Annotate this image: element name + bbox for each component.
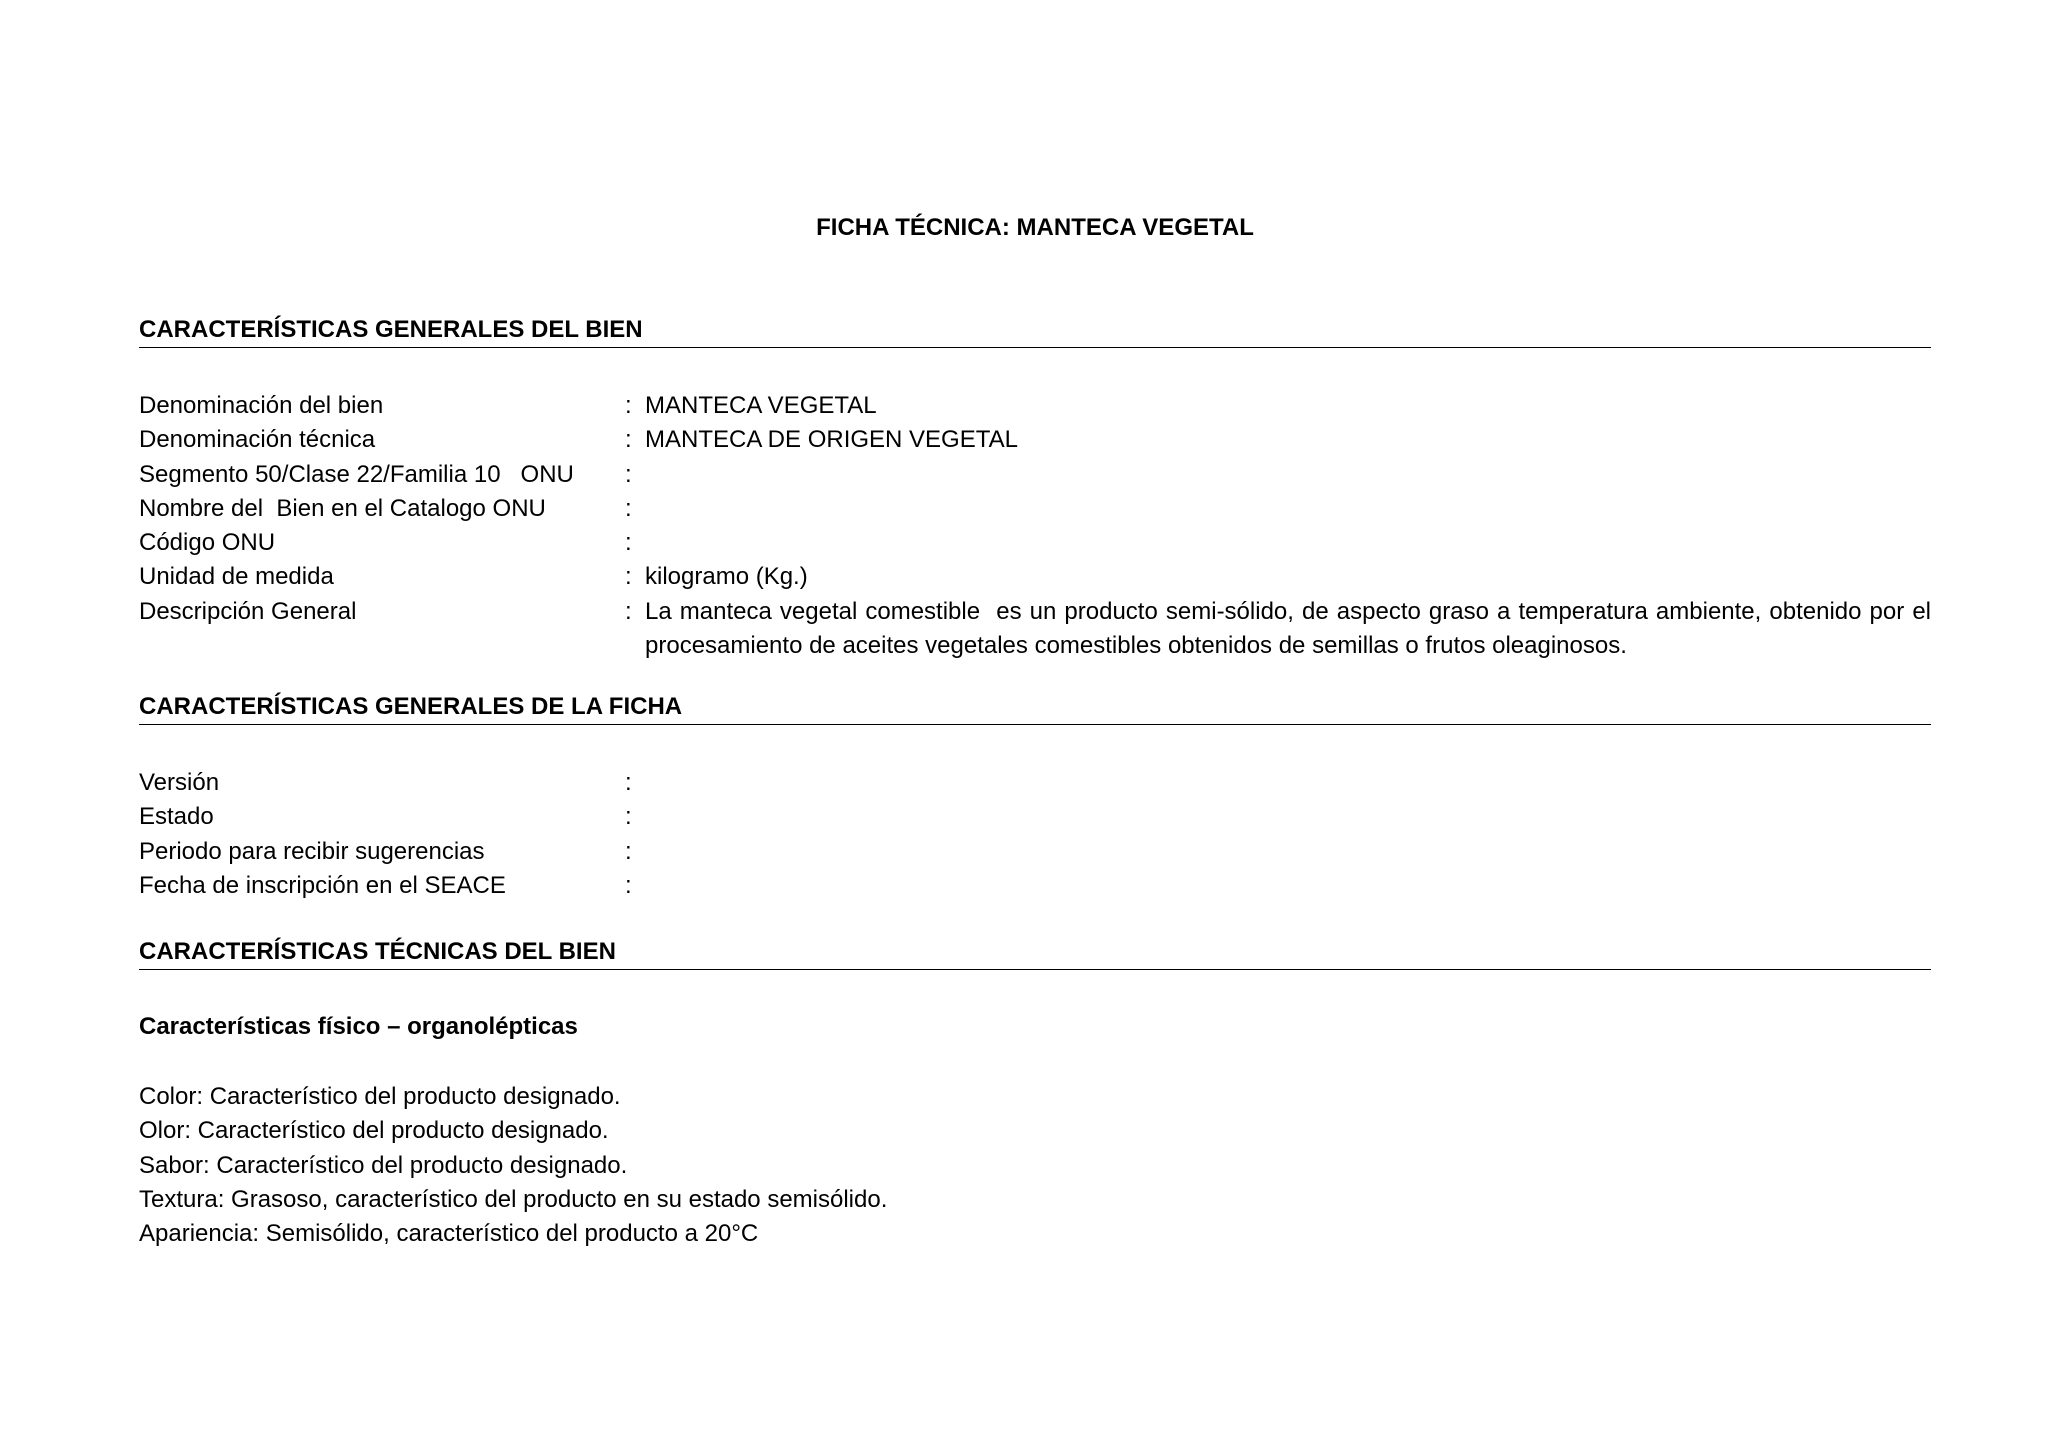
general-ficha-fields [139,766,1931,903]
field-row-codigo-onu [139,526,1931,560]
field-colon: : [625,871,632,899]
spec-line-apariencia: Apariencia: Semisólido, característico del producto a 20°C [139,1220,759,1248]
field-label: Código ONU [139,529,276,557]
document-title: FICHA TÉCNICA: MANTECA VEGETAL [816,214,1254,241]
field-row-estado [139,800,1931,834]
field-row-denominacion-tecnica [139,423,1931,457]
field-colon: : [625,803,632,831]
field-row-descripcion-general [139,595,1938,664]
spec-line-color: Color: Característico del producto designado. [139,1083,621,1110]
general-bien-fields [139,389,1938,663]
field-value: MANTECA DE ORIGEN VEGETAL [645,426,1018,454]
spec-line-sabor: Sabor: Característico del producto designado. [139,1151,628,1179]
field-row-segmento-onu [139,458,1931,492]
spec-list [139,1080,887,1251]
document-page [139,0,1938,1447]
field-colon: : [625,563,632,591]
field-label: Versión [139,769,220,796]
field-value: kilogramo (Kg.) [645,563,808,591]
field-row-unidad-medida [139,560,1931,594]
field-value: La manteca vegetal comestible es un producto semi-sólido, de aspecto graso a temperatura ambiente, obtenido por el procesamiento de aceites vegetales comestibles obtenidos de semillas o frutos oleaginosos. [645,597,1938,660]
section-heading-tecnicas-bien: CARACTERÍSTICAS TÉCNICAS DEL BIEN [139,937,1931,970]
field-colon: : [625,529,632,557]
field-row-version [139,766,1931,800]
field-label: Estado [139,803,214,831]
spec-line-olor: Olor: Característico del producto designado. [139,1117,609,1145]
field-colon: : [625,769,632,796]
subheading-fisico-organolepticas: Características físico – organolépticas [139,1013,578,1040]
field-label: Denominación técnica [139,426,376,454]
field-label: Segmento 50/Clase 22/Familia 10 ONU [139,460,574,488]
spec-line-textura: Textura: Grasoso, característico del producto en su estado semisólido. [139,1185,888,1213]
field-colon: : [625,837,632,865]
field-colon: : [625,426,632,454]
field-colon: : [625,392,632,419]
field-row-fecha-inscripcion [139,869,1931,903]
section-heading-general-ficha: CARACTERÍSTICAS GENERALES DE LA FICHA [139,692,1931,725]
field-colon: : [625,494,632,522]
field-label: Unidad de medida [139,563,334,591]
field-label: Periodo para recibir sugerencias [139,837,485,865]
field-label: Denominación del bien [139,392,384,419]
field-colon: : [625,597,632,625]
section-heading-general-bien: CARACTERÍSTICAS GENERALES DEL BIEN [139,315,1931,348]
field-label: Fecha de inscripción en el SEACE [139,871,506,899]
field-row-periodo-sugerencias [139,835,1931,869]
field-label: Nombre del Bien en el Catalogo ONU [139,494,546,522]
field-label: Descripción General [139,597,357,625]
field-colon: : [625,460,632,488]
field-row-denominacion-bien [139,389,1931,423]
field-row-nombre-catalogo-onu [139,492,1931,526]
field-value: MANTECA VEGETAL [645,392,877,419]
